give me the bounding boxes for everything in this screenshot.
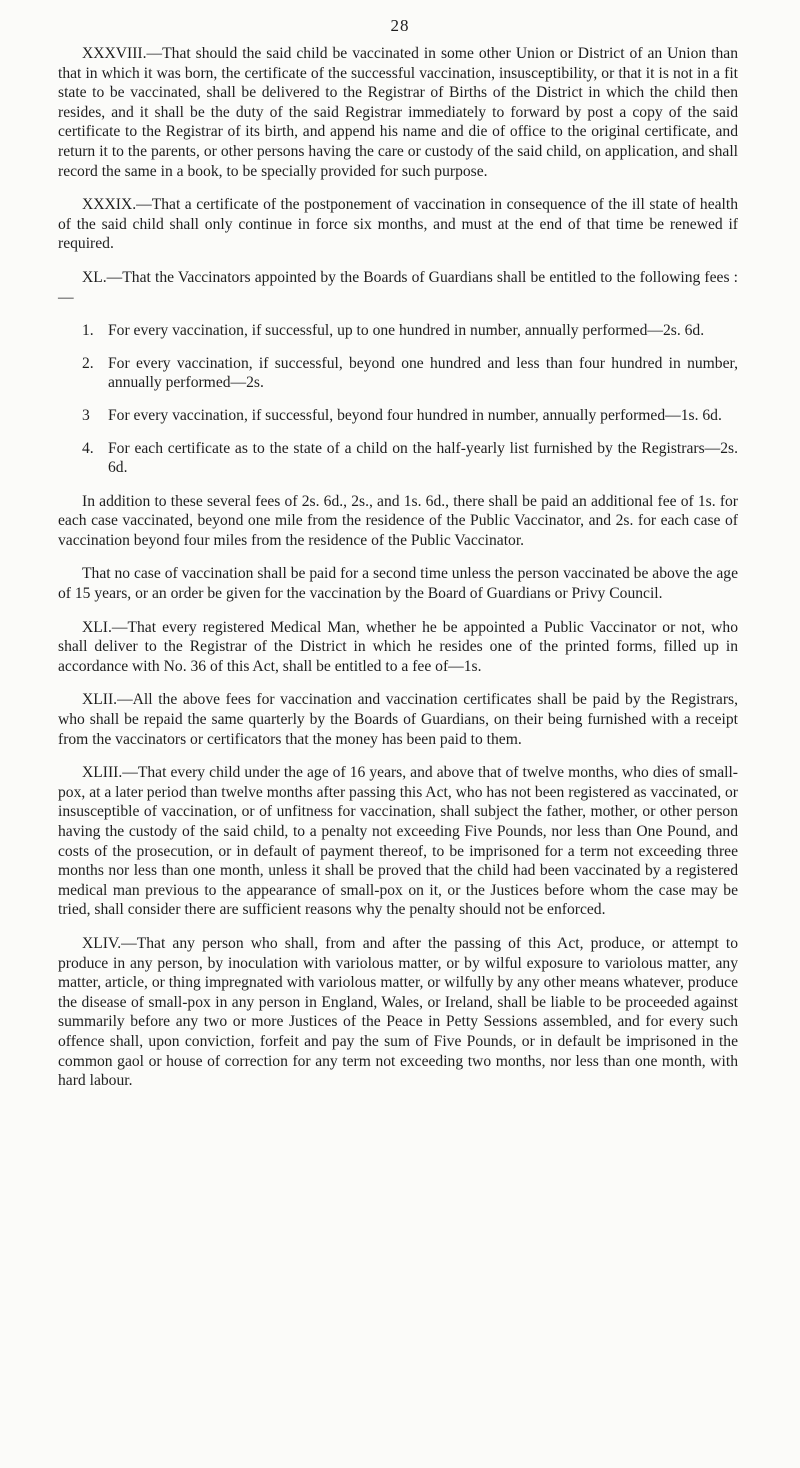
fee-item xyxy=(58,406,738,426)
fee-item-number: 1. xyxy=(82,322,94,340)
fee-item-text: For every vaccination, if successful, beyond one hundred and less than four hundred in number, annually performed—2s. xyxy=(108,354,738,392)
paragraph-xl: XL.—That the Vaccinators appointed by the Boards of Guardians shall be entitled to the following fees :— xyxy=(58,268,738,306)
page-number: 28 xyxy=(390,16,410,35)
fee-item-text: For each certificate as to the state of a child on the half-yearly list furnished by the Registrars—2s. 6d. xyxy=(108,439,738,477)
page-body xyxy=(58,44,738,1105)
fee-item-number: 3 xyxy=(82,406,90,424)
paragraph-xli: XLI.—That every registered Medical Man, whether he be appointed a Public Vaccinator or not, who shall deliver to the Registrar of the District in which he resides one of the printed forms, filled up in accordance with No. 36 of this Act, shall be entitled to a fee of—1s. xyxy=(58,618,738,675)
fee-item-number: 4. xyxy=(82,439,94,457)
fee-item xyxy=(58,354,738,393)
paragraph-xlii: XLII.—All the above fees for vaccination and vaccination certificates shall be paid by the Registrars, who shall be repaid the same quarterly by the Boards of Guardians, on their being furnished with a receipt from the vaccinators or certificators that the money has been paid to them. xyxy=(58,691,738,748)
fee-item-text: For every vaccination, if successful, beyond four hundred in number, annually performed—1s. 6d. xyxy=(108,406,722,424)
fee-item xyxy=(58,439,738,478)
paragraph-xliv: XLIV.—That any person who shall, from and after the passing of this Act, produce, or attempt to produce in any person, by inoculation with variolous matter, or by wilful exposure to variolous matter, any matter, article, or thing impregnated with variolous matter, or wilfully by any other means whatever, produce the disease of small-pox in any person in England, Wales, or Ireland, shall be liable to be proceeded against summarily before any two or more Justices of the Peace in Petty Sessions assembled, and for every such offence shall, upon conviction, forfeit and pay the sum of Five Pounds, or in default be imprisoned in the common gaol or house of correction for any term not exceeding two months, nor less than one month, with hard labour. xyxy=(58,934,738,1090)
paragraph-second-vaccination: That no case of vaccination shall be paid for a second time unless the person vaccinated be above the age of 15 years, or an order be given for the vaccination by the Board of Guardians or Privy Council. xyxy=(58,565,738,603)
paragraph-additional-fees: In addition to these several fees of 2s. 6d., 2s., and 1s. 6d., there shall be paid an additional fee of 1s. for each case vaccinated, beyond one mile from the residence of the Public Vaccinator, and 2s. for each case of vaccination beyond four miles from the residence of the Public Vaccinator. xyxy=(58,492,738,549)
fee-item-text: For every vaccination, if successful, up to one hundred in number, annually performed—2s. 6d. xyxy=(108,322,705,340)
fee-item xyxy=(58,321,738,341)
paragraph-xxxviii: XXXVIII.—That should the said child be vaccinated in some other Union or District of an Union than that in which it was born, the certificate of the successful vaccination, insusceptibility, or that it is not in a fit state to be vaccinated, shall be delivered to the Registrar of Births of the District in which the child then resides, and it shall be the duty of the said Registrar immediately to forward by post a copy of the said certificate to the Registrar of its birth, and append his name and die of office to the original certificate, and return it to the parents, or other persons having the care or custody of the said child, on application, and shall record the same in a book, to be specially provided for such purpose. xyxy=(58,45,738,180)
fee-item-number: 2. xyxy=(82,354,94,372)
paragraph-xxxix: XXXIX.—That a certificate of the postponement of vaccination in consequence of the ill state of health of the said child shall only continue in force six months, and must at the end of that time be renewed if required. xyxy=(58,196,738,253)
paragraph-xliii: XLIII.—That every child under the age of 16 years, and above that of twelve months, who dies of small-pox, at a later period than twelve months after passing this Act, who has not been registered as vaccinated, or insusceptible of vaccination, or of unfitness for vaccination, shall subject the father, mother, or other person having the custody of the said child, to a penalty not exceeding Five Pounds, nor less than One Pound, and costs of the prosecution, or in default of payment thereof, to be imprisoned for a term not exceeding three months nor less than one month, unless it shall be proved that the child had been vaccinated by a registered medical man previous to the appearance of small-pox on it, or the Justices before whom the case may be tried, shall consider there are sufficient reasons why the penalty should not be enforced. xyxy=(58,764,738,919)
fee-list xyxy=(58,321,738,478)
